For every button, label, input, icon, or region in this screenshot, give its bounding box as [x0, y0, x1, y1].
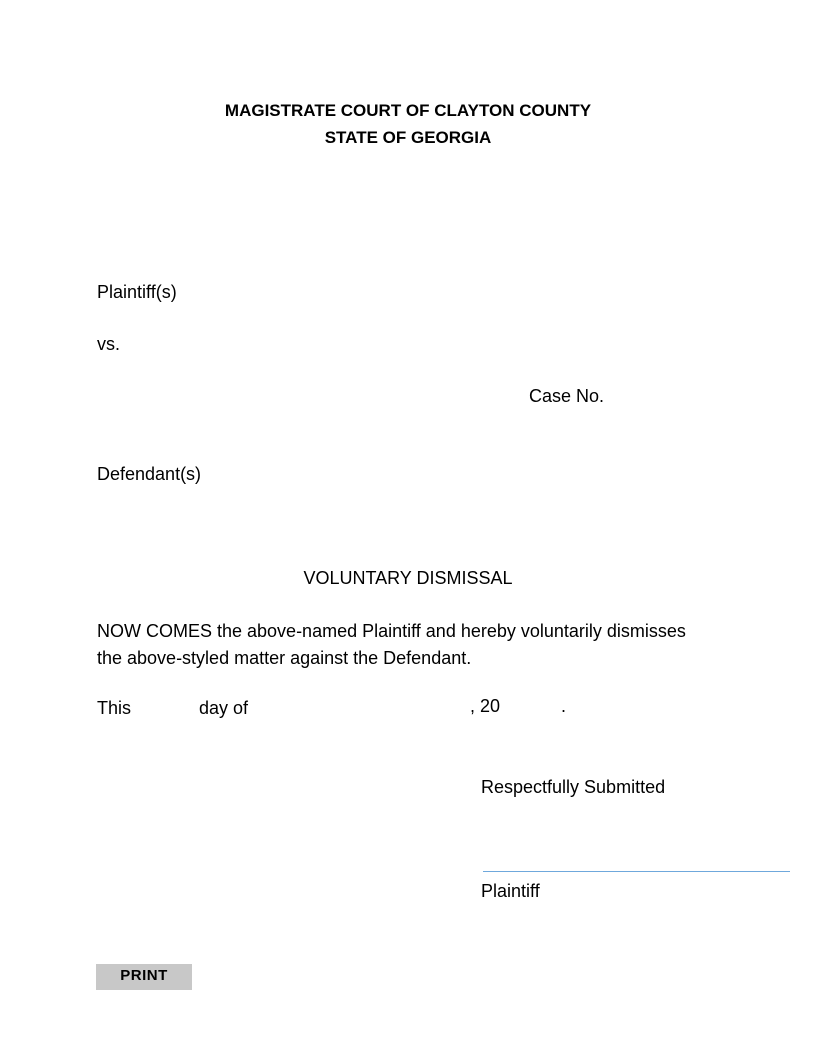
plaintiff-signature-field[interactable]: [483, 842, 794, 872]
court-state: STATE OF GEORGIA: [324, 128, 492, 147]
body-line-1: NOW COMES the above-named Plaintiff and hereby voluntarily dismisses: [97, 621, 686, 641]
body-line-2: the above-styled matter against the Defendant.: [97, 648, 472, 668]
date-period: .: [561, 696, 567, 716]
plaintiff-name-field[interactable]: [96, 240, 480, 270]
plaintiff-label: Plaintiff(s): [97, 282, 177, 302]
print-button[interactable]: PRINT: [96, 964, 192, 990]
this-label: This: [97, 698, 132, 718]
document-title: VOLUNTARY DISMISSAL: [303, 568, 513, 588]
case-number-field[interactable]: [612, 384, 786, 412]
year-field[interactable]: [508, 696, 562, 724]
respectfully-submitted-label: Respectfully Submitted: [481, 777, 666, 797]
defendant-name-field[interactable]: [96, 422, 480, 452]
signature-line: [483, 871, 790, 872]
court-name: MAGISTRATE COURT OF CLAYTON COUNTY: [224, 101, 592, 120]
day-field[interactable]: [136, 696, 198, 724]
body-paragraph: [97, 618, 757, 672]
plaintiff-signature-label: Plaintiff: [481, 881, 540, 901]
vs-label: vs.: [97, 334, 121, 354]
year-prefix-label: , 20: [470, 696, 501, 716]
case-number-label: Case No.: [529, 386, 605, 406]
defendant-label: Defendant(s): [97, 464, 202, 484]
day-of-label: day of: [199, 698, 249, 718]
month-field[interactable]: [258, 696, 470, 724]
